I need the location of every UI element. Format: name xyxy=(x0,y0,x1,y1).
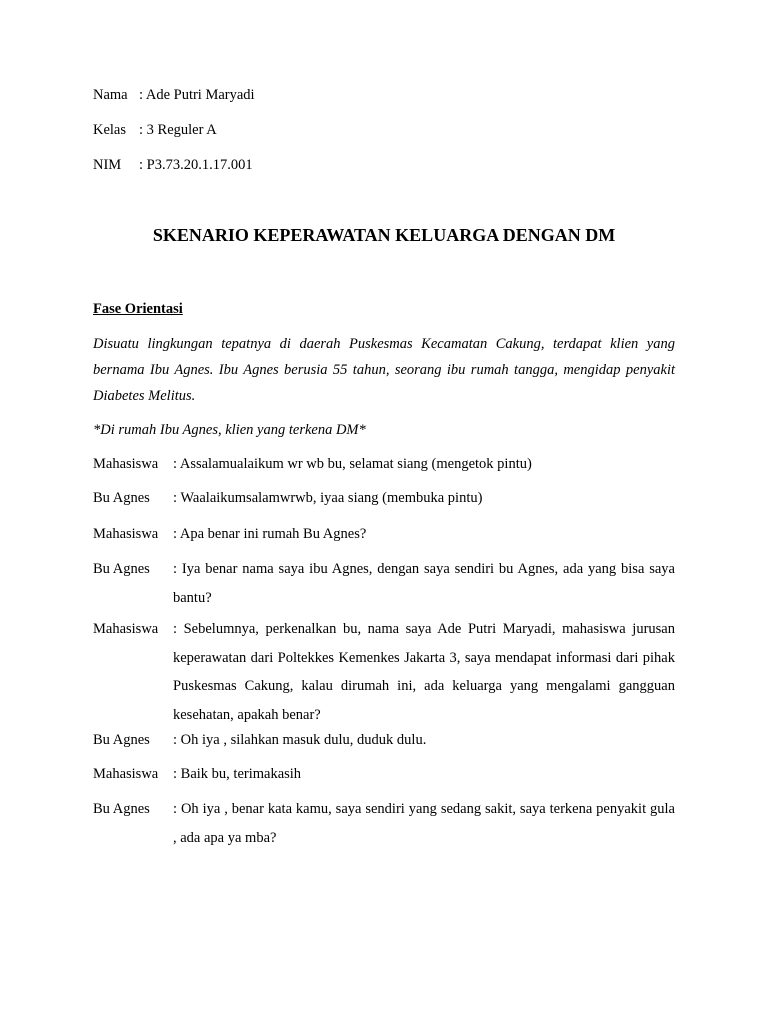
dialogue-text: : Assalamualaikum wr wb bu, selamat siang (mengetok pintu) xyxy=(173,456,532,472)
student-class-line xyxy=(93,122,217,139)
dialogue-text: : Oh iya , silahkan masuk dulu, duduk dulu. xyxy=(173,732,427,748)
dialogue-line xyxy=(93,561,675,612)
dialogue-speaker: Bu Agnes xyxy=(93,732,150,748)
narration-paragraph: Disuatu lingkungan tepatnya di daerah Puskesmas Kecamatan Cakung, terdapat klien yang bernama Ibu Agnes. Ibu Agnes berusia 55 tahun, seorang ibu rumah tangga, mengidap penyakit Diabetes Melitus. xyxy=(93,336,675,404)
student-name-label: Nama xyxy=(93,87,128,103)
dialogue-speaker: Bu Agnes xyxy=(93,561,150,577)
scene-note: *Di rumah Ibu Agnes, klien yang terkena DM* xyxy=(93,422,366,438)
student-class-label: Kelas xyxy=(93,122,127,138)
dialogue-text: : Oh iya , benar kata kamu, saya sendiri yang sedang sakit, saya terkena penyakit gula , ada apa ya mba? xyxy=(173,801,675,846)
dialogue-text: : Baik bu, terimakasih xyxy=(173,766,302,782)
dialogue-line xyxy=(93,456,675,479)
section-heading: Fase Orientasi xyxy=(93,301,183,317)
dialogue-text: : Apa benar ini rumah Bu Agnes? xyxy=(173,526,367,542)
dialogue-text: : Sebelumnya, perkenalkan bu, nama saya Ade Putri Maryadi, mahasiswa jurusan keperawatan dari Poltekkes Kemenkes Jakarta 3, saya mendapat informasi dari pihak Puskesmas Cakung, kalau dirumah ini, ada keluarga yang mengalami gangguan kesehatan, apakah benar? xyxy=(173,621,675,723)
dialogue-text: : Waalaikumsalamwrwb, iyaa siang (membuka pintu) xyxy=(173,490,483,506)
dialogue-line xyxy=(93,526,675,549)
student-class-value: : 3 Reguler A xyxy=(139,122,217,138)
student-name-value: : Ade Putri Maryadi xyxy=(139,87,255,103)
dialogue-line xyxy=(93,766,675,789)
dialogue-speaker: Mahasiswa xyxy=(93,456,159,472)
dialogue-line xyxy=(93,621,675,729)
dialogue-speaker: Mahasiswa xyxy=(93,526,159,542)
student-name-line xyxy=(93,87,255,104)
dialogue-line xyxy=(93,801,675,852)
dialogue-text: : Iya benar nama saya ibu Agnes, dengan saya sendiri bu Agnes, ada yang bisa saya bantu? xyxy=(173,561,675,606)
dialogue-speaker: Mahasiswa xyxy=(93,766,159,782)
student-nim-value: : P3.73.20.1.17.001 xyxy=(139,157,253,173)
student-nim-line xyxy=(93,157,253,174)
document-title: SKENARIO KEPERAWATAN KELUARGA DENGAN DM xyxy=(152,225,616,245)
dialogue-speaker: Bu Agnes xyxy=(93,801,150,817)
dialogue-speaker: Mahasiswa xyxy=(93,621,159,637)
dialogue-line xyxy=(93,490,675,513)
student-nim-label: NIM xyxy=(93,157,122,173)
dialogue-speaker: Bu Agnes xyxy=(93,490,150,506)
dialogue-line xyxy=(93,732,675,755)
